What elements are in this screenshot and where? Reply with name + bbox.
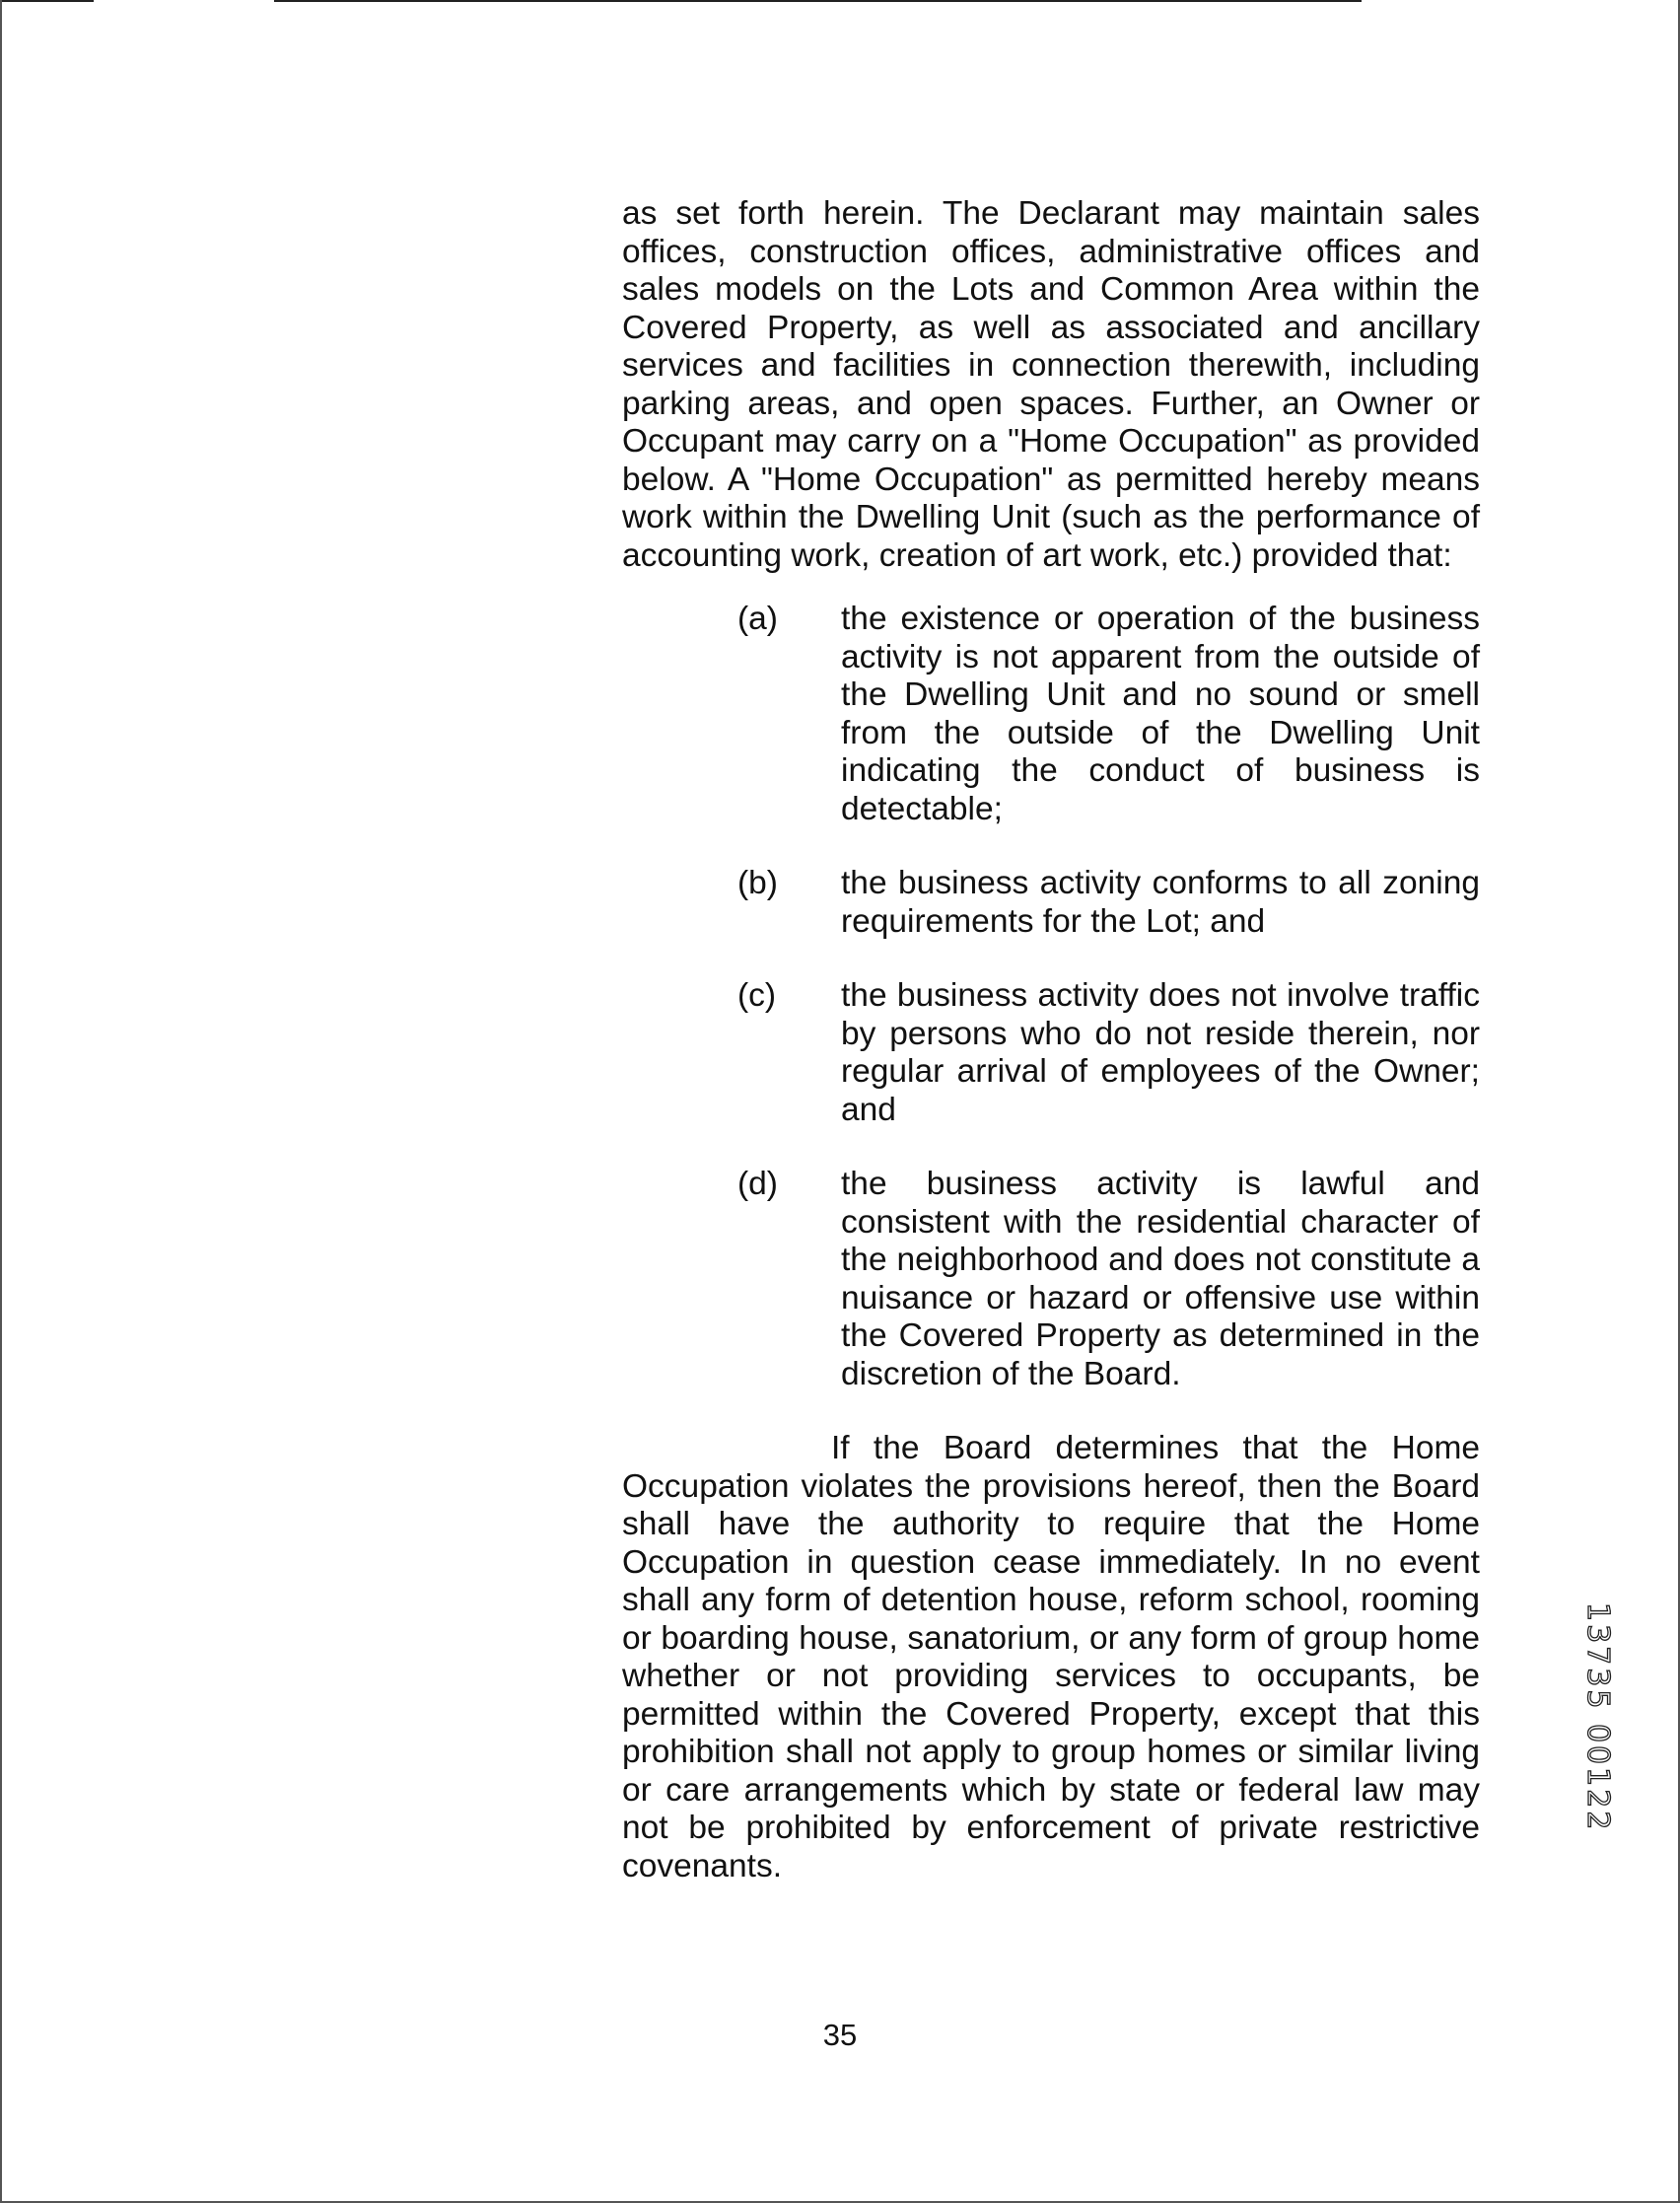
condition-item-c (622, 977, 1480, 1129)
page-number: 35 (822, 2018, 858, 2052)
intro-paragraph: as set forth herein. The Declarant may maintain sales offices, construction offices, administrative offices and sales models on the Lots and Common Area within the Covered Property, as well as associated and ancillary services and facilities in connection therewith, including parking areas, and open spaces. Further, an Owner or Occupant may carry on a "Home Occupation" as provided below. A "Home Occupation" as permitted hereby means work within the Dwelling Unit (such as the performance of accounting work, creation of art work, etc.) provided that: (622, 195, 1480, 574)
condition-item-b (622, 865, 1480, 941)
condition-text: the business activity conforms to all zoning requirements for the Lot; and (841, 865, 1480, 940)
document-body (622, 195, 1480, 1885)
closing-paragraph: If the Board determines that the Home Occupation violates the provisions hereof, then the Board shall have the authority to require that the Home Occupation in question cease immediately. In no event shall any form of detention house, reform school, rooming or boarding house, sanatorium, or any form of group home whether or not providing services to occupants, be permitted within the Covered Property, except that this prohibition shall not apply to group homes or similar living or care arrangements which by state or federal law may not be prohibited by enforcement of private restrictive covenants. (622, 1430, 1480, 1884)
condition-text: the business activity is lawful and consistent with the residential character of the neighborhood and does not constitute a nuisance or hazard or offensive use within the Covered Property as determined in the discretion of the Board. (841, 1166, 1480, 1392)
condition-item-a (622, 601, 1480, 828)
condition-marker: (c) (737, 977, 777, 1014)
condition-marker: (a) (737, 601, 778, 637)
margin-stamp-text: 13735 00122 (1580, 1602, 1615, 1833)
scan-edge-left (0, 0, 2, 2203)
margin-stamp (1580, 1602, 1632, 1859)
condition-text: the existence or operation of the business activity is not apparent from the outside of the Dwelling Unit and no sound or smell from the outside of the Dwelling Unit indicating the conduct of business is detectable; (841, 601, 1480, 827)
conditions-list (622, 601, 1480, 1393)
condition-marker: (b) (737, 865, 778, 901)
scan-edge-top-left (0, 0, 94, 2)
condition-marker: (d) (737, 1166, 778, 1202)
scan-edge-top (274, 0, 1362, 2)
condition-item-d (622, 1166, 1480, 1393)
condition-text: the business activity does not involve traffic by persons who do not reside therein, nor regular arrival of employees of the Owner; and (841, 977, 1480, 1128)
